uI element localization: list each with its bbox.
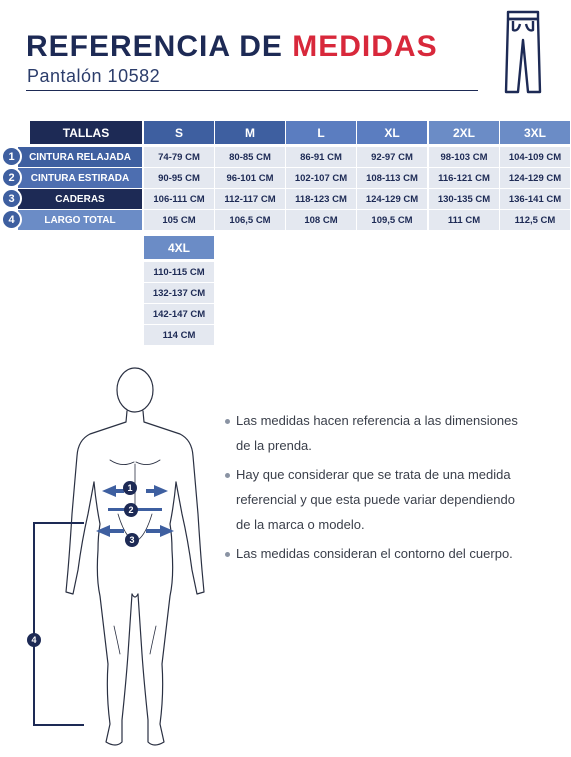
size-table xyxy=(0,121,571,233)
note-item xyxy=(225,462,545,537)
title-main: REFERENCIA DE xyxy=(26,30,293,63)
size-header-4xl: 4XL xyxy=(144,236,214,259)
pants-icon xyxy=(502,10,544,94)
size-header: S xyxy=(144,121,214,144)
measure-cell: 136-141 CM xyxy=(500,189,570,209)
extra-size-table xyxy=(144,236,214,348)
measure-cell-4xl: 132-137 CM xyxy=(144,283,214,303)
measure-cell-4xl: 142-147 CM xyxy=(144,304,214,324)
measure-cell: 90-95 CM xyxy=(144,168,214,188)
measure-cell: 102-107 CM xyxy=(286,168,356,188)
measure-cell: 111 CM xyxy=(429,210,499,230)
notes-list xyxy=(225,408,545,566)
measure-cell: 106,5 CM xyxy=(215,210,285,230)
measure-cell: 108 CM xyxy=(286,210,356,230)
measure-cell: 112-117 CM xyxy=(215,189,285,209)
measure-cell: 96-101 CM xyxy=(215,168,285,188)
title-divider xyxy=(26,90,478,91)
measure-cell: 74-79 CM xyxy=(144,147,214,167)
marker-3: 3 xyxy=(129,535,135,545)
note-line: Las medidas hacen referencia a las dimensiones xyxy=(236,413,518,428)
body-outline-figure xyxy=(22,364,212,757)
row-label: CADERAS xyxy=(18,189,142,209)
size-header: M xyxy=(215,121,285,144)
row-number-badge: 4 xyxy=(1,209,22,230)
note-line: Hay que considerar que se trata de una medida xyxy=(236,467,511,482)
marker-4: 4 xyxy=(31,635,37,645)
measure-cell: 124-129 CM xyxy=(500,168,570,188)
measure-cell: 105 CM xyxy=(144,210,214,230)
size-header: XL xyxy=(357,121,427,144)
size-header: 2XL xyxy=(429,121,499,144)
row-number-badge: 2 xyxy=(1,167,22,188)
measure-cell: 109,5 CM xyxy=(357,210,427,230)
measure-cell: 80-85 CM xyxy=(215,147,285,167)
row-number-badge: 3 xyxy=(1,188,22,209)
measure-cell-4xl: 110-115 CM xyxy=(144,262,214,282)
row-number-badge: 1 xyxy=(1,146,22,167)
row-label: CINTURA ESTIRADA xyxy=(18,168,142,188)
note-line: referencial y que esta puede variar dependiendo xyxy=(236,492,515,507)
size-header: 3XL xyxy=(500,121,570,144)
measure-cell: 112,5 CM xyxy=(500,210,570,230)
measure-cell: 86-91 CM xyxy=(286,147,356,167)
marker-1: 1 xyxy=(127,483,133,493)
marker-2: 2 xyxy=(128,505,134,515)
size-header: L xyxy=(286,121,356,144)
note-item xyxy=(225,408,545,458)
product-subtitle: Pantalón 10582 xyxy=(27,66,161,86)
note-line: de la marca o modelo. xyxy=(236,517,365,532)
measure-cell: 118-123 CM xyxy=(286,189,356,209)
measure-cell: 130-135 CM xyxy=(429,189,499,209)
note-item xyxy=(225,541,545,566)
title-accent: MEDIDAS xyxy=(292,30,438,63)
measure-cell: 124-129 CM xyxy=(357,189,427,209)
measure-cell: 92-97 CM xyxy=(357,147,427,167)
note-line: Las medidas consideran el contorno del cuerpo. xyxy=(236,546,513,561)
measure-cell: 106-111 CM xyxy=(144,189,214,209)
measure-cell: 108-113 CM xyxy=(357,168,427,188)
tallas-header: TALLAS xyxy=(30,121,142,144)
page-title xyxy=(26,30,438,64)
measure-cell: 104-109 CM xyxy=(500,147,570,167)
measure-cell-4xl: 114 CM xyxy=(144,325,214,345)
note-line: de la prenda. xyxy=(236,438,312,453)
measure-cell: 116-121 CM xyxy=(429,168,499,188)
row-label: LARGO TOTAL xyxy=(18,210,142,230)
measure-cell: 98-103 CM xyxy=(429,147,499,167)
row-label: CINTURA RELAJADA xyxy=(18,147,142,167)
